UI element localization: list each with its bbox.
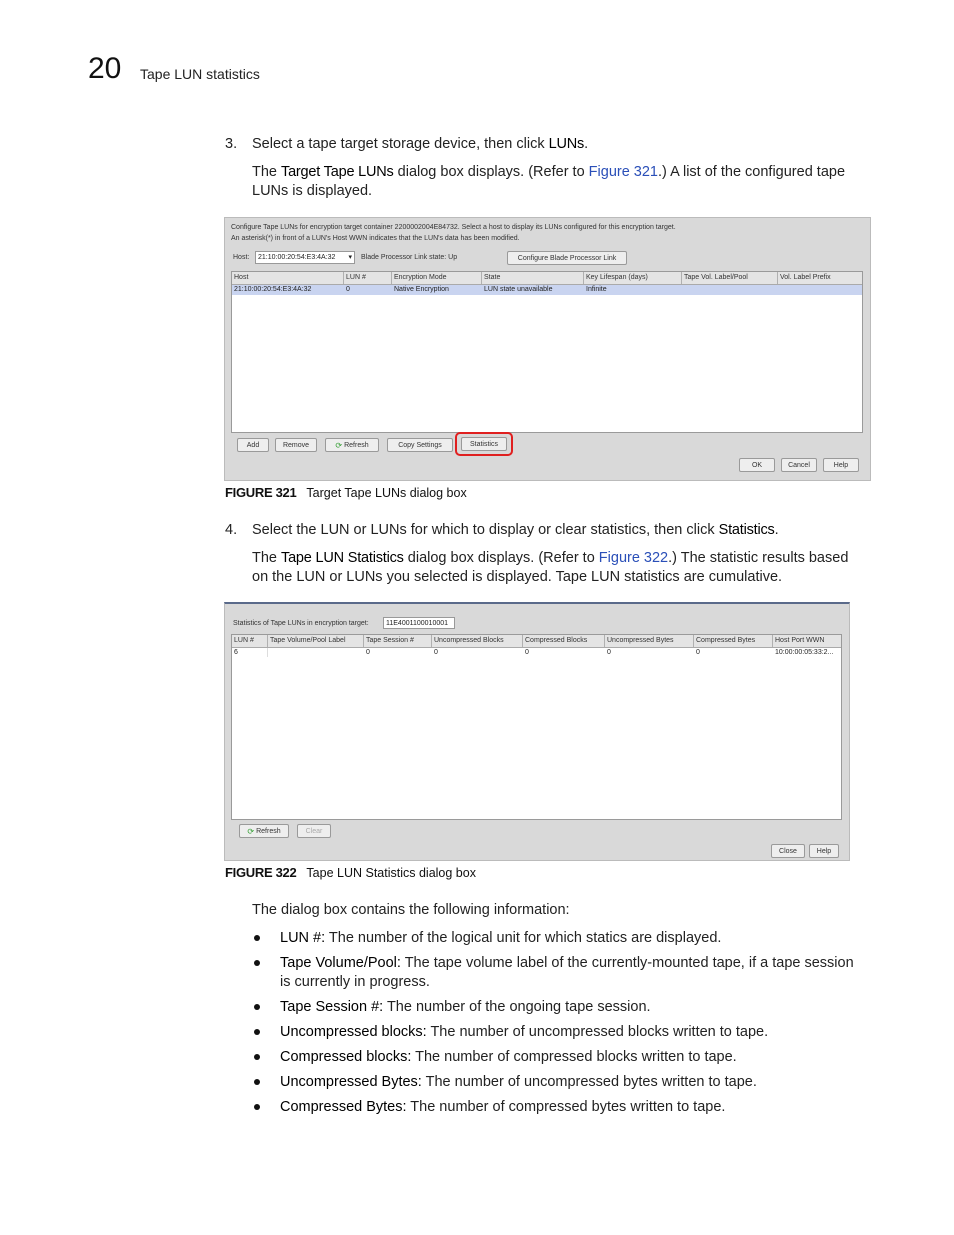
column-header[interactable]: Encryption Mode bbox=[392, 272, 482, 284]
table-cell: LUN state unavailable bbox=[484, 286, 553, 293]
step-text bbox=[252, 521, 779, 540]
bullet-dot bbox=[254, 1029, 260, 1035]
dialog-info-line: Configure Tape LUNs for encryption target container 2200002004E84732. Select a host to display its LUNs configured for this encryption target. bbox=[231, 224, 676, 231]
bullet-term: Uncompressed Bytes: bbox=[280, 1074, 422, 1090]
step-description bbox=[252, 549, 872, 587]
column-header[interactable]: Compressed Blocks bbox=[523, 635, 605, 647]
bullet-item bbox=[280, 998, 880, 1017]
bullet-item bbox=[280, 929, 880, 948]
step-number: 4. bbox=[225, 522, 238, 538]
close-button[interactable]: Close bbox=[771, 844, 805, 858]
bullet-text: The number of compressed blocks written to tape. bbox=[411, 1049, 737, 1065]
column-header[interactable]: Vol. Label Prefix bbox=[780, 274, 831, 281]
table-cell: 0 bbox=[346, 286, 350, 293]
bullet-dot bbox=[254, 1054, 260, 1060]
table-cell: 0 bbox=[607, 649, 611, 656]
bullet-text: The tape volume label of the currently-mounted tape, if a tape session bbox=[400, 955, 854, 971]
figure-label: FIGURE 322 bbox=[225, 865, 297, 880]
bullet-item bbox=[280, 1098, 880, 1117]
ok-button[interactable]: OK bbox=[739, 458, 775, 472]
column-header[interactable]: Key Lifespan (days) bbox=[584, 272, 682, 284]
column-header[interactable]: LUN # bbox=[232, 635, 268, 647]
bullet-dot bbox=[254, 1004, 260, 1010]
column-header[interactable]: Host Port WWN bbox=[775, 637, 825, 644]
help-button[interactable]: Help bbox=[809, 844, 839, 858]
configure-link-button[interactable]: Configure Blade Processor Link bbox=[507, 251, 627, 265]
figure-link[interactable]: Figure 321 bbox=[588, 164, 658, 180]
bullet-dot bbox=[254, 1104, 260, 1110]
bullet-term: Tape Session #: bbox=[280, 999, 384, 1015]
host-label: Host: bbox=[233, 254, 250, 261]
column-header[interactable]: Uncompressed Blocks bbox=[432, 635, 523, 647]
bullet-term: Tape Volume/Pool: bbox=[280, 955, 401, 971]
figure-caption bbox=[225, 485, 467, 500]
desc-text: .) The statistic results based bbox=[668, 550, 849, 566]
step-text-part: . bbox=[774, 522, 779, 538]
clear-button[interactable]: Clear bbox=[297, 824, 331, 838]
figure-title: Target Tape LUNs dialog box bbox=[306, 486, 467, 500]
statistics-button[interactable]: Statistics bbox=[461, 437, 507, 451]
refresh-icon: ⟳ bbox=[247, 826, 255, 836]
table-cell: 10:00:00:05:33:2... bbox=[775, 649, 834, 656]
desc-text: .) A list of the configured tape bbox=[658, 164, 846, 180]
step-text-part: Select a tape target storage device, then click bbox=[252, 136, 549, 152]
desc-text: dialog box displays. (Refer to bbox=[403, 550, 599, 566]
add-button[interactable]: Add bbox=[237, 438, 269, 452]
bullet-text: The number of the ongoing tape session. bbox=[383, 999, 651, 1015]
step-bold-term: LUNs bbox=[548, 136, 585, 152]
table-row[interactable] bbox=[232, 648, 841, 658]
table-cell: 21:10:00:20:54:E3:4A:32 bbox=[234, 286, 312, 293]
tape-lun-statistics-dialog bbox=[224, 602, 850, 861]
copy-settings-button[interactable]: Copy Settings bbox=[387, 438, 453, 452]
step-text-part: Select the LUN or LUNs for which to display or clear statistics, then click bbox=[252, 522, 719, 538]
bullet-item bbox=[280, 954, 880, 992]
desc-text: The bbox=[252, 164, 282, 180]
bullet-term: LUN #: bbox=[280, 930, 326, 946]
column-header[interactable]: LUN # bbox=[344, 272, 392, 284]
step-bold-term: Statistics bbox=[718, 522, 775, 538]
table-cell: 0 bbox=[525, 649, 529, 656]
remove-button[interactable]: Remove bbox=[275, 438, 317, 452]
column-header[interactable]: Tape Vol. Label/Pool bbox=[682, 272, 778, 284]
cancel-button[interactable]: Cancel bbox=[781, 458, 817, 472]
bullet-term: Compressed Bytes: bbox=[280, 1099, 407, 1115]
desc-bold-term: Tape LUN Statistics bbox=[281, 550, 404, 566]
chevron-down-icon: ▾ bbox=[348, 254, 352, 261]
bullet-dot bbox=[254, 935, 260, 941]
target-field: 11E4001100010001 bbox=[383, 617, 455, 629]
figure-caption bbox=[225, 865, 476, 880]
table-row[interactable] bbox=[232, 285, 862, 295]
step-number: 3. bbox=[225, 136, 238, 152]
link-state-text: Blade Processor Link state: Up bbox=[361, 254, 458, 261]
refresh-icon: ⟳ bbox=[335, 440, 343, 450]
dialog-info-line: An asterisk(*) in front of a LUN's Host WWN indicates that the LUN's data has been modified. bbox=[231, 235, 520, 242]
figure-title: Tape LUN Statistics dialog box bbox=[306, 866, 476, 880]
table-cell: Infinite bbox=[586, 286, 607, 293]
refresh-button[interactable] bbox=[325, 438, 379, 452]
desc-bold-term: Target Tape LUNs bbox=[281, 164, 394, 180]
step-text bbox=[252, 135, 588, 154]
bullet-dot bbox=[254, 960, 260, 966]
target-tape-luns-dialog bbox=[224, 217, 871, 481]
desc-text: The bbox=[252, 550, 282, 566]
chapter-number: 20 bbox=[88, 52, 122, 85]
table-cell: 0 bbox=[696, 649, 700, 656]
tape-luns-table bbox=[231, 271, 863, 433]
desc-text: dialog box displays. (Refer to bbox=[393, 164, 589, 180]
bullet-text: The number of compressed bytes written to tape. bbox=[406, 1099, 726, 1115]
bullet-text: The number of the logical unit for which statics are displayed. bbox=[325, 930, 722, 946]
table-cell: 0 bbox=[434, 649, 438, 656]
column-header[interactable]: State bbox=[482, 272, 584, 284]
bullet-text: The number of uncompressed bytes written to tape. bbox=[421, 1074, 757, 1090]
bullet-dot bbox=[254, 1079, 260, 1085]
refresh-button-label: Refresh bbox=[344, 441, 369, 449]
column-header[interactable]: Tape Session # bbox=[364, 635, 432, 647]
bullet-text: The number of uncompressed blocks written to tape. bbox=[426, 1024, 769, 1040]
table-cell: 6 bbox=[232, 648, 268, 657]
table-cell: Native Encryption bbox=[394, 286, 449, 293]
column-header[interactable]: Tape Volume/Pool Label bbox=[268, 635, 364, 647]
bullet-text: is currently in progress. bbox=[280, 974, 430, 990]
bullet-item bbox=[280, 1073, 880, 1092]
desc-text: LUNs is displayed. bbox=[252, 183, 373, 199]
figure-label: FIGURE 321 bbox=[225, 485, 297, 500]
column-header[interactable]: Compressed Bytes bbox=[694, 635, 773, 647]
intro-text: The dialog box contains the following information: bbox=[252, 902, 570, 918]
refresh-button[interactable] bbox=[239, 824, 289, 838]
host-select[interactable] bbox=[255, 251, 355, 264]
host-select-value: 21:10:00:20:54:E3:4A:32 bbox=[258, 254, 336, 261]
column-header[interactable]: Host bbox=[232, 272, 344, 284]
statistics-table bbox=[231, 634, 842, 820]
refresh-button-label: Refresh bbox=[256, 827, 281, 835]
column-header[interactable]: Uncompressed Bytes bbox=[605, 635, 694, 647]
chapter-title: Tape LUN statistics bbox=[140, 66, 260, 82]
bullet-item bbox=[280, 1023, 880, 1042]
bullet-item bbox=[280, 1048, 880, 1067]
table-header bbox=[232, 635, 841, 648]
step-text-part: . bbox=[584, 136, 589, 152]
step-description bbox=[252, 163, 872, 201]
table-header bbox=[232, 272, 862, 285]
table-cell: 0 bbox=[366, 649, 370, 656]
bullet-term: Compressed blocks: bbox=[280, 1049, 412, 1065]
target-label: Statistics of Tape LUNs in encryption target: bbox=[233, 620, 369, 627]
desc-text: on the LUN or LUNs you selected is displayed. Tape LUN statistics are cumulative. bbox=[252, 569, 783, 585]
help-button[interactable]: Help bbox=[823, 458, 859, 472]
bullet-term: Uncompressed blocks: bbox=[280, 1024, 427, 1040]
figure-link[interactable]: Figure 322 bbox=[598, 550, 669, 566]
